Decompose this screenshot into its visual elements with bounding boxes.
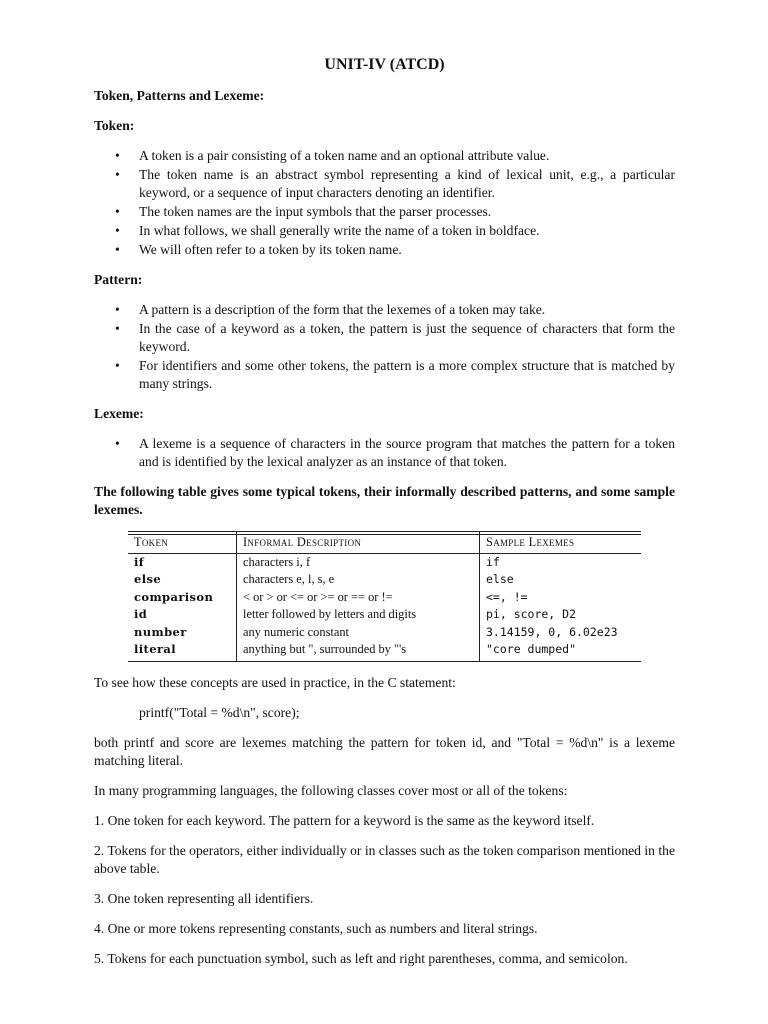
list-item: • For identifiers and some other tokens, the pattern is a more complex structure that is matched by many strings. [139, 357, 675, 393]
cell-lexemes: else [486, 572, 514, 586]
table-row [128, 624, 641, 642]
list-item: • The token names are the input symbols that the parser processes. [139, 203, 675, 221]
cell-description: any numeric constant [237, 624, 480, 642]
cell-lexemes: <=, != [486, 589, 528, 604]
pattern-heading: Pattern: [94, 272, 143, 287]
practice-explanation: both printf and score are lexemes matching the pattern for token id, and "Total = %d\n" is a lexeme matching literal. [94, 734, 675, 768]
cell-description: letter followed by letters and digits [237, 606, 480, 624]
header-lexemes: Sample Lexemes [480, 532, 642, 554]
list-item: • In what follows, we shall generally write the name of a token in boldface. [139, 222, 675, 240]
table-header-row [128, 532, 641, 554]
cell-token: number [128, 624, 237, 642]
list-item: • The token name is an abstract symbol representing a kind of lexical unit, e.g., a particular keyword, or a sequence of input characters denoting an identifier. [139, 166, 675, 202]
cell-token: literal [128, 641, 237, 661]
cell-lexemes: 3.14159, 0, 6.02e23 [486, 624, 618, 639]
table-row [128, 606, 641, 624]
page-title: UNIT-IV (ATCD) [324, 56, 445, 73]
table-intro: The following table gives some typical tokens, their informally described patterns, and some sample lexemes. [94, 484, 675, 517]
pattern-bullet-list [94, 301, 675, 393]
cell-lexemes: pi, score, D2 [486, 607, 577, 621]
table-row [128, 641, 641, 661]
classes-intro: In many programming languages, the following classes cover most or all of the tokens: [94, 782, 568, 798]
list-item: • A pattern is a description of the form that the lexemes of a token may take. [139, 301, 675, 319]
cell-description: characters i, f [237, 553, 480, 571]
class-item: 4. One or more tokens representing constants, such as numbers and literal strings. [94, 920, 538, 936]
document-page [94, 56, 675, 980]
class-item: 3. One token representing all identifiers. [94, 890, 314, 906]
practice-intro: To see how these concepts are used in practice, in the C statement: [94, 674, 456, 690]
class-item: 5. Tokens for each punctuation symbol, such as left and right parentheses, comma, and semicolon. [94, 950, 628, 966]
cell-description: characters e, l, s, e [237, 571, 480, 589]
lexeme-bullet-list [94, 435, 675, 471]
lexeme-heading: Lexeme: [94, 406, 144, 421]
list-item: • In the case of a keyword as a token, the pattern is just the sequence of characters that form the keyword. [139, 320, 675, 356]
cell-token: else [128, 571, 237, 589]
code-statement: printf("Total = %d\n", score); [139, 704, 300, 720]
cell-token: if [128, 553, 237, 571]
class-item: 1. One token for each keyword. The pattern for a keyword is the same as the keyword itself. [94, 812, 595, 828]
cell-description: < or > or <= or >= or == or != [237, 589, 480, 607]
header-token: Token [128, 532, 237, 554]
token-table [128, 531, 641, 662]
cell-description: anything but ", surrounded by "'s [237, 641, 480, 661]
token-bullet-list [94, 147, 675, 259]
token-heading: Token: [94, 118, 135, 133]
table-row [128, 553, 641, 571]
header-description: Informal Description [237, 532, 480, 554]
list-item: • A token is a pair consisting of a token name and an optional attribute value. [139, 147, 675, 165]
class-item: 2. Tokens for the operators, either individually or in classes such as the token comparison mentioned in the above table. [94, 842, 675, 876]
token-table-wrapper [128, 531, 641, 662]
cell-lexemes: "core dumped" [480, 641, 642, 661]
cell-token: comparison [128, 589, 237, 607]
table-row [128, 571, 641, 589]
section-heading: Token, Patterns and Lexeme: [94, 88, 265, 103]
cell-lexemes: if [486, 554, 500, 569]
list-item: • A lexeme is a sequence of characters in the source program that matches the pattern for a token and is identified by the lexical analyzer as an instance of that token. [139, 435, 675, 471]
cell-token: id [128, 606, 237, 624]
table-row [128, 589, 641, 607]
list-item: • We will often refer to a token by its token name. [139, 241, 675, 259]
